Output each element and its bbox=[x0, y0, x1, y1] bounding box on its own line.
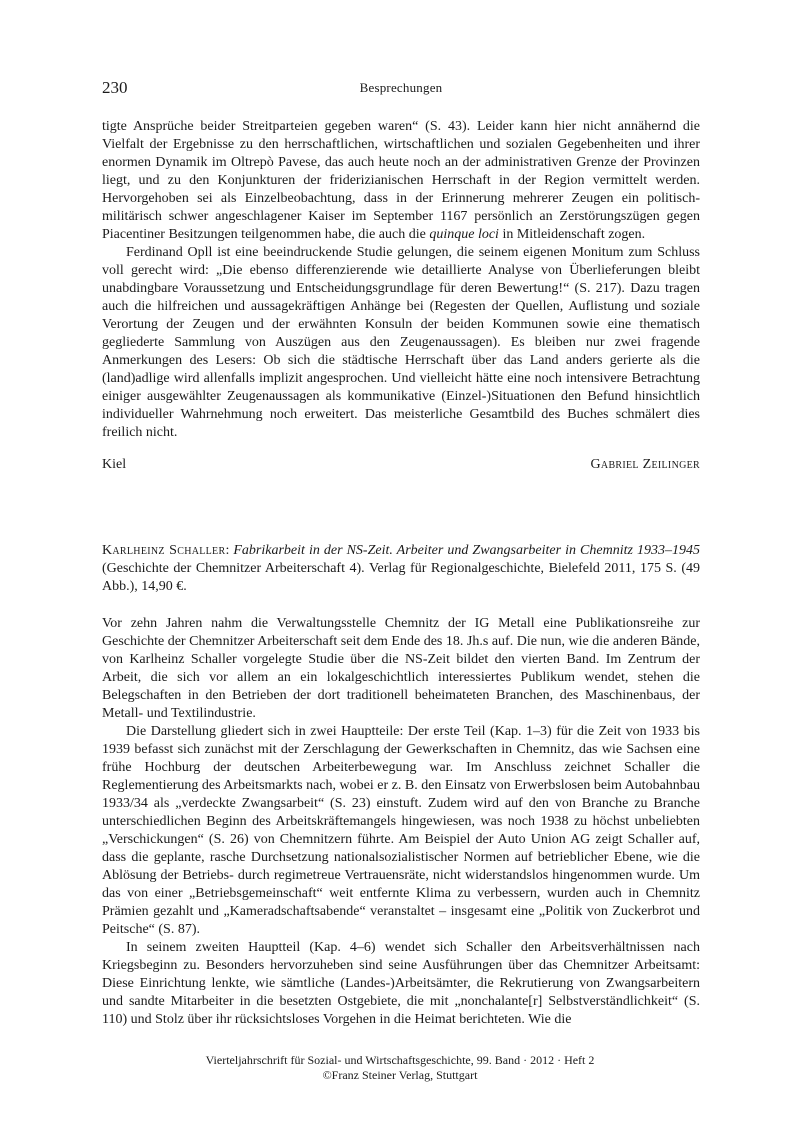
page-footer bbox=[0, 1053, 800, 1083]
page-number: 230 bbox=[102, 78, 128, 97]
paragraph-text: in Mitleidenschaft zogen. bbox=[498, 227, 646, 242]
reviewer-name: Gabriel Zeilinger bbox=[590, 457, 700, 472]
journal-citation: Vierteljahrschrift für Sozial- und Wirtschaftsgeschichte, 99. Band · 2012 · Heft 2 bbox=[205, 1053, 595, 1067]
page-header bbox=[102, 78, 700, 102]
book-title: Fabrikarbeit in der NS-Zeit. Arbeiter und Zwangsarbeiter in Chemnitz 1933–1945 bbox=[233, 543, 700, 558]
copyright-notice: ©Franz Steiner Verlag, Stuttgart bbox=[322, 1068, 478, 1082]
book-citation bbox=[102, 542, 700, 596]
running-head: Besprechungen bbox=[359, 80, 443, 95]
paragraph-text: tigte Ansprüche beider Streitparteien gegeben waren“ (S. 43). Leider kann hier nicht annähernd die Vielfalt der Ergebnisse zu den herrschaftlichen, wirtschaftlichen und sozialen Gegebenheiten und ihrer enormen Dynamik im Oltrepò Pavese, das auch heute noch an der administrativen Grenze der Provinzen liegt, und zu den Konjunkturen der friderizianischen Herrschaft in der Region vermittelt werden. Hervorgehoben sei als Einzelbeobachtung, dass in der Erinnerung mehrerer Zeugen ein politisch-militärisch schwer angeschlagener Kaiser im September 1167 persönlich an Zerstörungszügen gegen Piacentiner Besitzungen teilgenommen habe, die auch die bbox=[102, 119, 700, 242]
book-details: (Geschichte der Chemnitzer Arbeiterschaft 4). Verlag für Regionalgeschichte, Bielefeld 2011, 175 S. (49 Abb.), 14,90 €. bbox=[102, 561, 700, 594]
review-opll bbox=[102, 118, 700, 442]
book-author: Karlheinz Schaller bbox=[102, 543, 226, 558]
paragraph: Die Darstellung gliedert sich in zwei Hauptteile: Der erste Teil (Kap. 1–3) für die Zeit von 1933 bis 1939 befasst sich zunächst mit der Zerschlagung der Gewerkschaften in Chemnitz, das wie Sachsen eine frühe Hochburg der deutschen Arbeiterbewegung war. Im Anschluss zeichnet Schaller die Reglementierung des Arbeitsmarkts nach, wobei er z. B. den Einsatz von Erwerbslosen beim Autobahnbau 1933/34 als „verdeckte Zwangsarbeit“ (S. 23) einstuft. Zudem wird auf den von Branche zu Branche unterschiedlichen Beginn des Arbeitskräftemangels hingewiesen, was noch 1938 zu höchst unbeliebten „Verschickungen“ (S. 26) von Chemnitzern führte. Am Beispiel der Auto Union AG zeigt Schaller auf, dass die geplante, rasche Durchsetzung nationalsozialistischer Normen auf betrieblicher Ebene, wie die Ablösung der Betriebs- durch regimetreue Vertrauensräte, nicht widerstandslos hingenommen wurde. Um das von einer „Betriebsgemeinschaft“ weit entfernte Klima zu verbessern, wurden auch in Chemnitz Prämien gezahlt und „Kameradschaftsabende“ veranstaltet – insgesamt eine „Politik von Zuckerbrot und Peitsche“ (S. 87). bbox=[102, 724, 700, 937]
reviewer-place: Kiel bbox=[102, 457, 127, 472]
paragraph: In seinem zweiten Hauptteil (Kap. 4–6) wendet sich Schaller den Arbeitsverhältnissen nach Kriegsbeginn zu. Besonders hervorzuheben sind seine Ausführungen über das Chemnitzer Arbeitsamt: Diese Einrichtung lenkte, wie sämtliche (Landes-)Arbeitsämter, die Rekrutierung von Zwangsarbeitern und sandte Mitarbeiter in die besetzten Ostgebiete, die mit „nonchalante[r] Selbstverständlichkeit“ (S. 110) und Stolz über ihr rücksichtsloses Vorgehen in die Heimat berichteten. Wie die bbox=[102, 940, 700, 1027]
paragraph: Vor zehn Jahren nahm die Verwaltungsstelle Chemnitz der IG Metall eine Publikationsreihe zur Geschichte der Chemnitzer Arbeiterschaft seit dem Ende des 18. Jh.s auf. Die nun, wie die anderen Bände, von Karlheinz Schaller vorgelegte Studie über die NS-Zeit bildet den vierten Band. Im Zentrum der Arbeit, die sich vor allem an ein lokalgeschichtlich interessiertes Publikum wendet, stehen die Belegschaften in den Betrieben der dort traditionell beheimateten Branchen, des Maschinenbaus, der Metall- und Textilindustrie. bbox=[102, 616, 700, 721]
citation-colon: : bbox=[225, 543, 234, 558]
review-signature bbox=[102, 456, 700, 474]
latin-term: quinque loci bbox=[429, 227, 499, 242]
page-content bbox=[102, 78, 700, 1029]
paragraph: Ferdinand Opll ist eine beeindruckende Studie gelungen, die seinem eigenen Monitum zum Schluss voll gerecht wird: „Die ebenso differenzierende wie detaillierte Analyse von Überlieferungen bleibt unabdingbare Voraussetzung und Entscheidungsgrundlage für deren Bewertung!“ (S. 217). Dazu tragen auch die hilfreichen und aussagekräftigen Anhänge bei (Regesten der Quellen, Auflistung und soziale Verortung der Zeugen und der erwähnten Konsuln der beiden Kommunen sowie eine thematisch gegliederte Sammlung von Auszügen aus den Zeugenaussagen). Es bleiben nur zwei fragende Anmerkungen des Lesers: Ob sich die städtische Herrschaft über das Land anders gerierte als die (land)adlige wird allenfalls implizit angesprochen. Und vielleicht hätte eine noch intensivere Betrachtung einiger ausgewählter Zeugenaussagen als kommunikative (Einzel-)Situationen den Befund hinsichtlich individueller Wahrnehmung noch erweitert. Das meisterliche Gesamtbild des Buches schmälert dies freilich nicht. bbox=[102, 245, 700, 440]
review-schaller bbox=[102, 615, 700, 1029]
paragraph bbox=[102, 118, 700, 244]
